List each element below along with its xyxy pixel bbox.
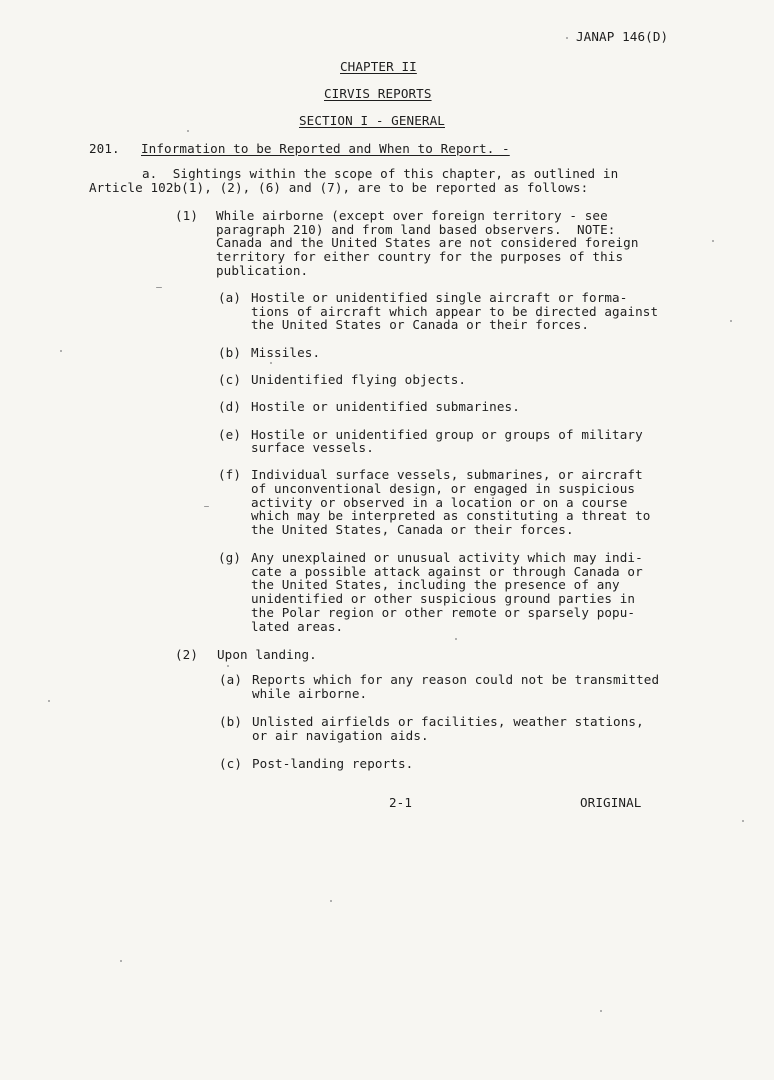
sub-item-line: lated areas. (251, 619, 344, 634)
chapter-title: CHAPTER II (340, 59, 417, 74)
sub-item-line: cate a possible attack against or through Canada or (251, 564, 643, 579)
sub-item-line: Any unexplained or unusual activity which may indi- (251, 550, 643, 565)
item-1-number: (1) (175, 208, 199, 223)
scan-speck (742, 820, 744, 822)
document-id: JANAP 146(D) (576, 29, 669, 44)
item-1-line: Canada and the United States are not considered foreign (216, 235, 639, 250)
sub-item-label: (b) (219, 714, 243, 729)
sub-item-line: Post-landing reports. (252, 756, 414, 771)
sub-item-label: (a) (219, 672, 243, 687)
sub-item-label: (c) (219, 756, 243, 771)
sub-item-line: Unidentified flying objects. (251, 372, 467, 387)
sub-item-line: activity or observed in a location or on a course (251, 495, 628, 510)
sub-item-label: (g) (218, 550, 242, 565)
sub-item-line: the United States or Canada or their forces. (251, 317, 590, 332)
scan-speck (60, 350, 62, 352)
item-1-line: territory for either country for the purposes of this (216, 249, 624, 264)
sub-item-line: the United States, including the presence of any (251, 577, 620, 592)
sub-item-line: Unlisted airfields or facilities, weather stations, (252, 714, 644, 729)
item-1-line: publication. (216, 263, 309, 278)
sub-item-line: which may be interpreted as constituting a threat to (251, 508, 651, 523)
scan-speck (270, 362, 272, 364)
sub-item-line: Reports which for any reason could not be transmitted (252, 672, 660, 687)
item-2-number: (2) (175, 647, 199, 662)
item-2-text: Upon landing. (217, 647, 317, 662)
item-1-line: paragraph 210) and from land based observers. NOTE: (216, 222, 616, 237)
sub-item-label: (f) (218, 467, 242, 482)
chapter-subtitle: CIRVIS REPORTS (324, 86, 432, 101)
intro-line-2: Article 102b(1), (2), (6) and (7), are to be reported as follows: (89, 180, 589, 195)
scan-speck (204, 506, 209, 507)
sub-item-line: the United States, Canada or their forces. (251, 522, 574, 537)
intro-line-1: a. Sightings within the scope of this chapter, as outlined in (142, 166, 619, 181)
scan-speck (712, 240, 714, 242)
item-1-line: While airborne (except over foreign territory - see (216, 208, 608, 223)
paragraph-number: 201. (89, 141, 120, 156)
sub-item-line: Individual surface vessels, submarines, or aircraft (251, 467, 643, 482)
sub-item-label: (a) (218, 290, 242, 305)
paragraph-heading: Information to be Reported and When to Report. - (141, 141, 510, 156)
sub-item-line: unidentified or other suspicious ground parties in (251, 591, 636, 606)
sub-item-label: (e) (218, 427, 242, 442)
scan-speck (120, 960, 122, 962)
scan-speck (48, 700, 50, 702)
scan-speck (330, 900, 332, 902)
sub-item-line: Missiles. (251, 345, 321, 360)
scan-speck (730, 320, 732, 322)
scan-speck (600, 1010, 602, 1012)
sub-item-line: of unconventional design, or engaged in suspicious (251, 481, 636, 496)
page-number: 2-1 (389, 795, 413, 810)
scan-speck (156, 287, 162, 288)
sub-item-line: Hostile or unidentified single aircraft or forma- (251, 290, 628, 305)
scan-speck (227, 665, 229, 667)
sub-item-label: (b) (218, 345, 242, 360)
sub-item-line: or air navigation aids. (252, 728, 429, 743)
sub-item-line: tions of aircraft which appear to be directed against (251, 304, 659, 319)
sub-item-label: (d) (218, 399, 242, 414)
scan-speck (187, 130, 189, 132)
sub-item-line: surface vessels. (251, 440, 374, 455)
sub-item-line: the Polar region or other remote or sparsely popu- (251, 605, 636, 620)
sub-item-line: while airborne. (252, 686, 368, 701)
sub-item-line: Hostile or unidentified submarines. (251, 399, 520, 414)
sub-item-label: (c) (218, 372, 242, 387)
sub-item-line: Hostile or unidentified group or groups of military (251, 427, 643, 442)
scan-speck (455, 638, 457, 640)
scan-speck (566, 37, 568, 39)
document-status: ORIGINAL (580, 795, 642, 810)
section-title: SECTION I - GENERAL (299, 113, 445, 128)
